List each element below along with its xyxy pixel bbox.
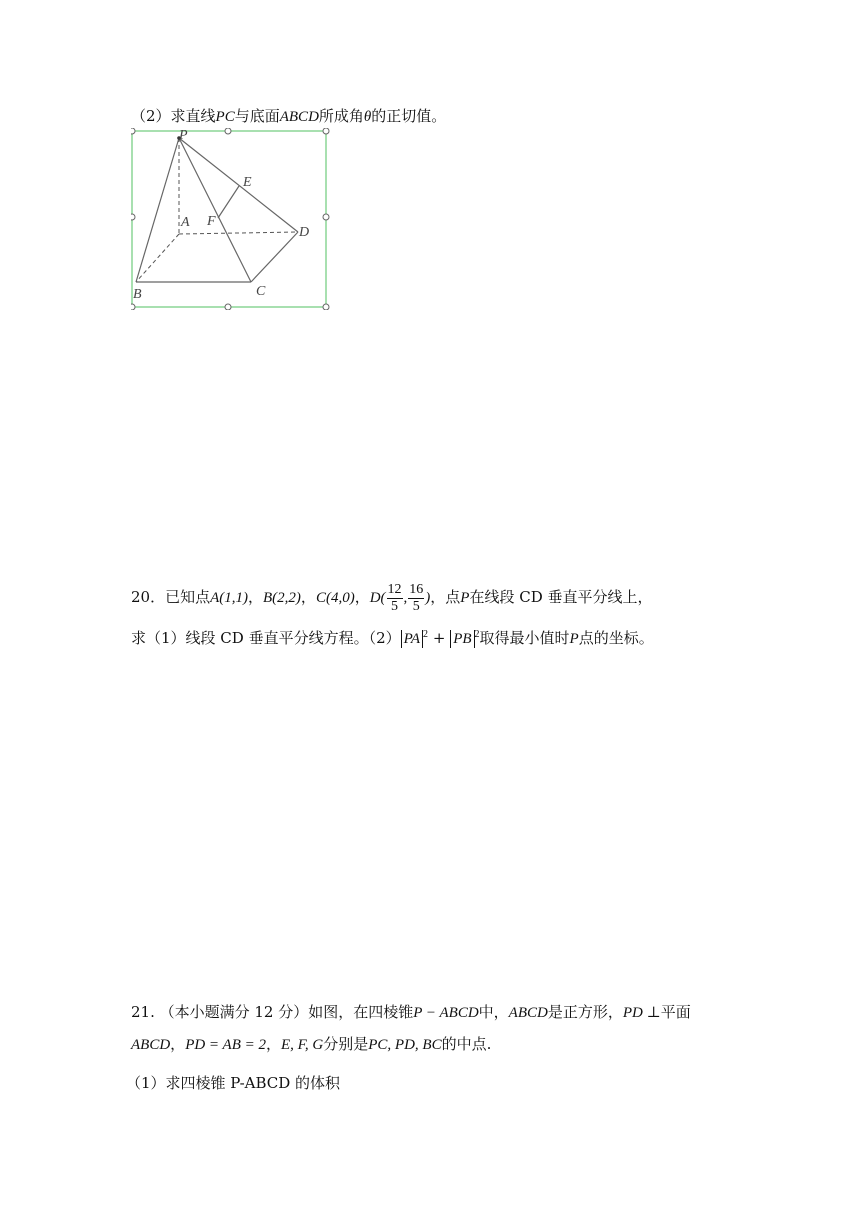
pd-perp: PD ⊥ (622, 1005, 661, 1021)
handle-mr (323, 214, 329, 220)
point-b: B(2,2) (263, 590, 301, 606)
frac-dx: $\frac{12}{5}$ (387, 582, 402, 615)
expr-pa: PA $^2$ (401, 631, 428, 647)
edge-pb (136, 138, 179, 282)
line-pc: PC (215, 109, 235, 125)
plane-abcd: ABCD (279, 109, 319, 125)
midpoint-segments: PC, PD, BC (368, 1037, 442, 1053)
resize-handles (131, 128, 329, 310)
q20-line2: 求（1）线段 CD 垂直平分线方程。（2） PA $^2$ + PB $^2$取得最小值时P点的坐标。 (131, 629, 654, 647)
point-a: A(1,1) (210, 590, 248, 606)
vertex-labels (133, 128, 309, 302)
handle-br (323, 304, 329, 310)
segment-ef (218, 186, 239, 218)
q21-line1: 21. （本小题满分 12 分）如图，在四棱锥P − ABCD中，ABCD是正方形，PD ⊥平面 (131, 1003, 691, 1021)
handle-tl (131, 128, 135, 134)
handle-tm (225, 128, 231, 134)
point-p: P (460, 590, 470, 606)
label-p: P (179, 128, 188, 143)
figure-frame (132, 131, 326, 307)
equality: PD = AB = 2 (185, 1037, 266, 1053)
point-p2: P (569, 631, 579, 647)
q21-line2: ABCD，PD = AB = 2，E, F, G分别是PC, PD, BC的中点. (131, 1035, 492, 1053)
edge-ad (179, 232, 298, 234)
edge-pd (179, 138, 298, 232)
pyramid-figure (131, 128, 331, 310)
label-e: E (243, 175, 252, 190)
square-abcd: ABCD (508, 1005, 548, 1021)
q20-line1: 20．已知点A(1,1)，B(2,2)，C(4,0)，D( $\frac{12}{5}$ , $\frac{16}{5}$ )，点P在线段 CD 垂直平分线上， (131, 582, 653, 615)
q19-part2-text: （2）求直线PC与底面ABCD所成角θ的正切值。 (131, 107, 447, 125)
handle-bl (131, 304, 135, 310)
label-b: B (133, 287, 142, 302)
edge-pc (179, 138, 251, 282)
q21-part1: （1）求四棱锥 P-ABCD 的体积 (126, 1074, 341, 1092)
edge-cd (251, 232, 298, 282)
frac-dy: $\frac{16}{5}$ (409, 582, 424, 615)
label-a: A (181, 215, 190, 230)
points-efg: E, F, G (281, 1037, 324, 1053)
angle-theta: θ (363, 109, 372, 125)
handle-tr (323, 128, 329, 134)
visible-edges (136, 138, 298, 282)
handle-ml (131, 214, 135, 220)
hidden-edges (136, 138, 298, 282)
label-c: C (256, 284, 266, 299)
label-d: D (299, 225, 310, 240)
label-f: F (207, 214, 216, 229)
handle-bm (225, 304, 231, 310)
point-c: C(4,0) (315, 590, 355, 606)
plane-abcd-2: ABCD (131, 1037, 171, 1053)
edge-ab (136, 234, 179, 282)
point-d: D( $\frac{12}{5}$ , $\frac{16}{5}$ ) (369, 582, 431, 615)
pyramid-name: P − ABCD (413, 1005, 479, 1021)
expr-pb: PB $^2$ (450, 631, 479, 647)
